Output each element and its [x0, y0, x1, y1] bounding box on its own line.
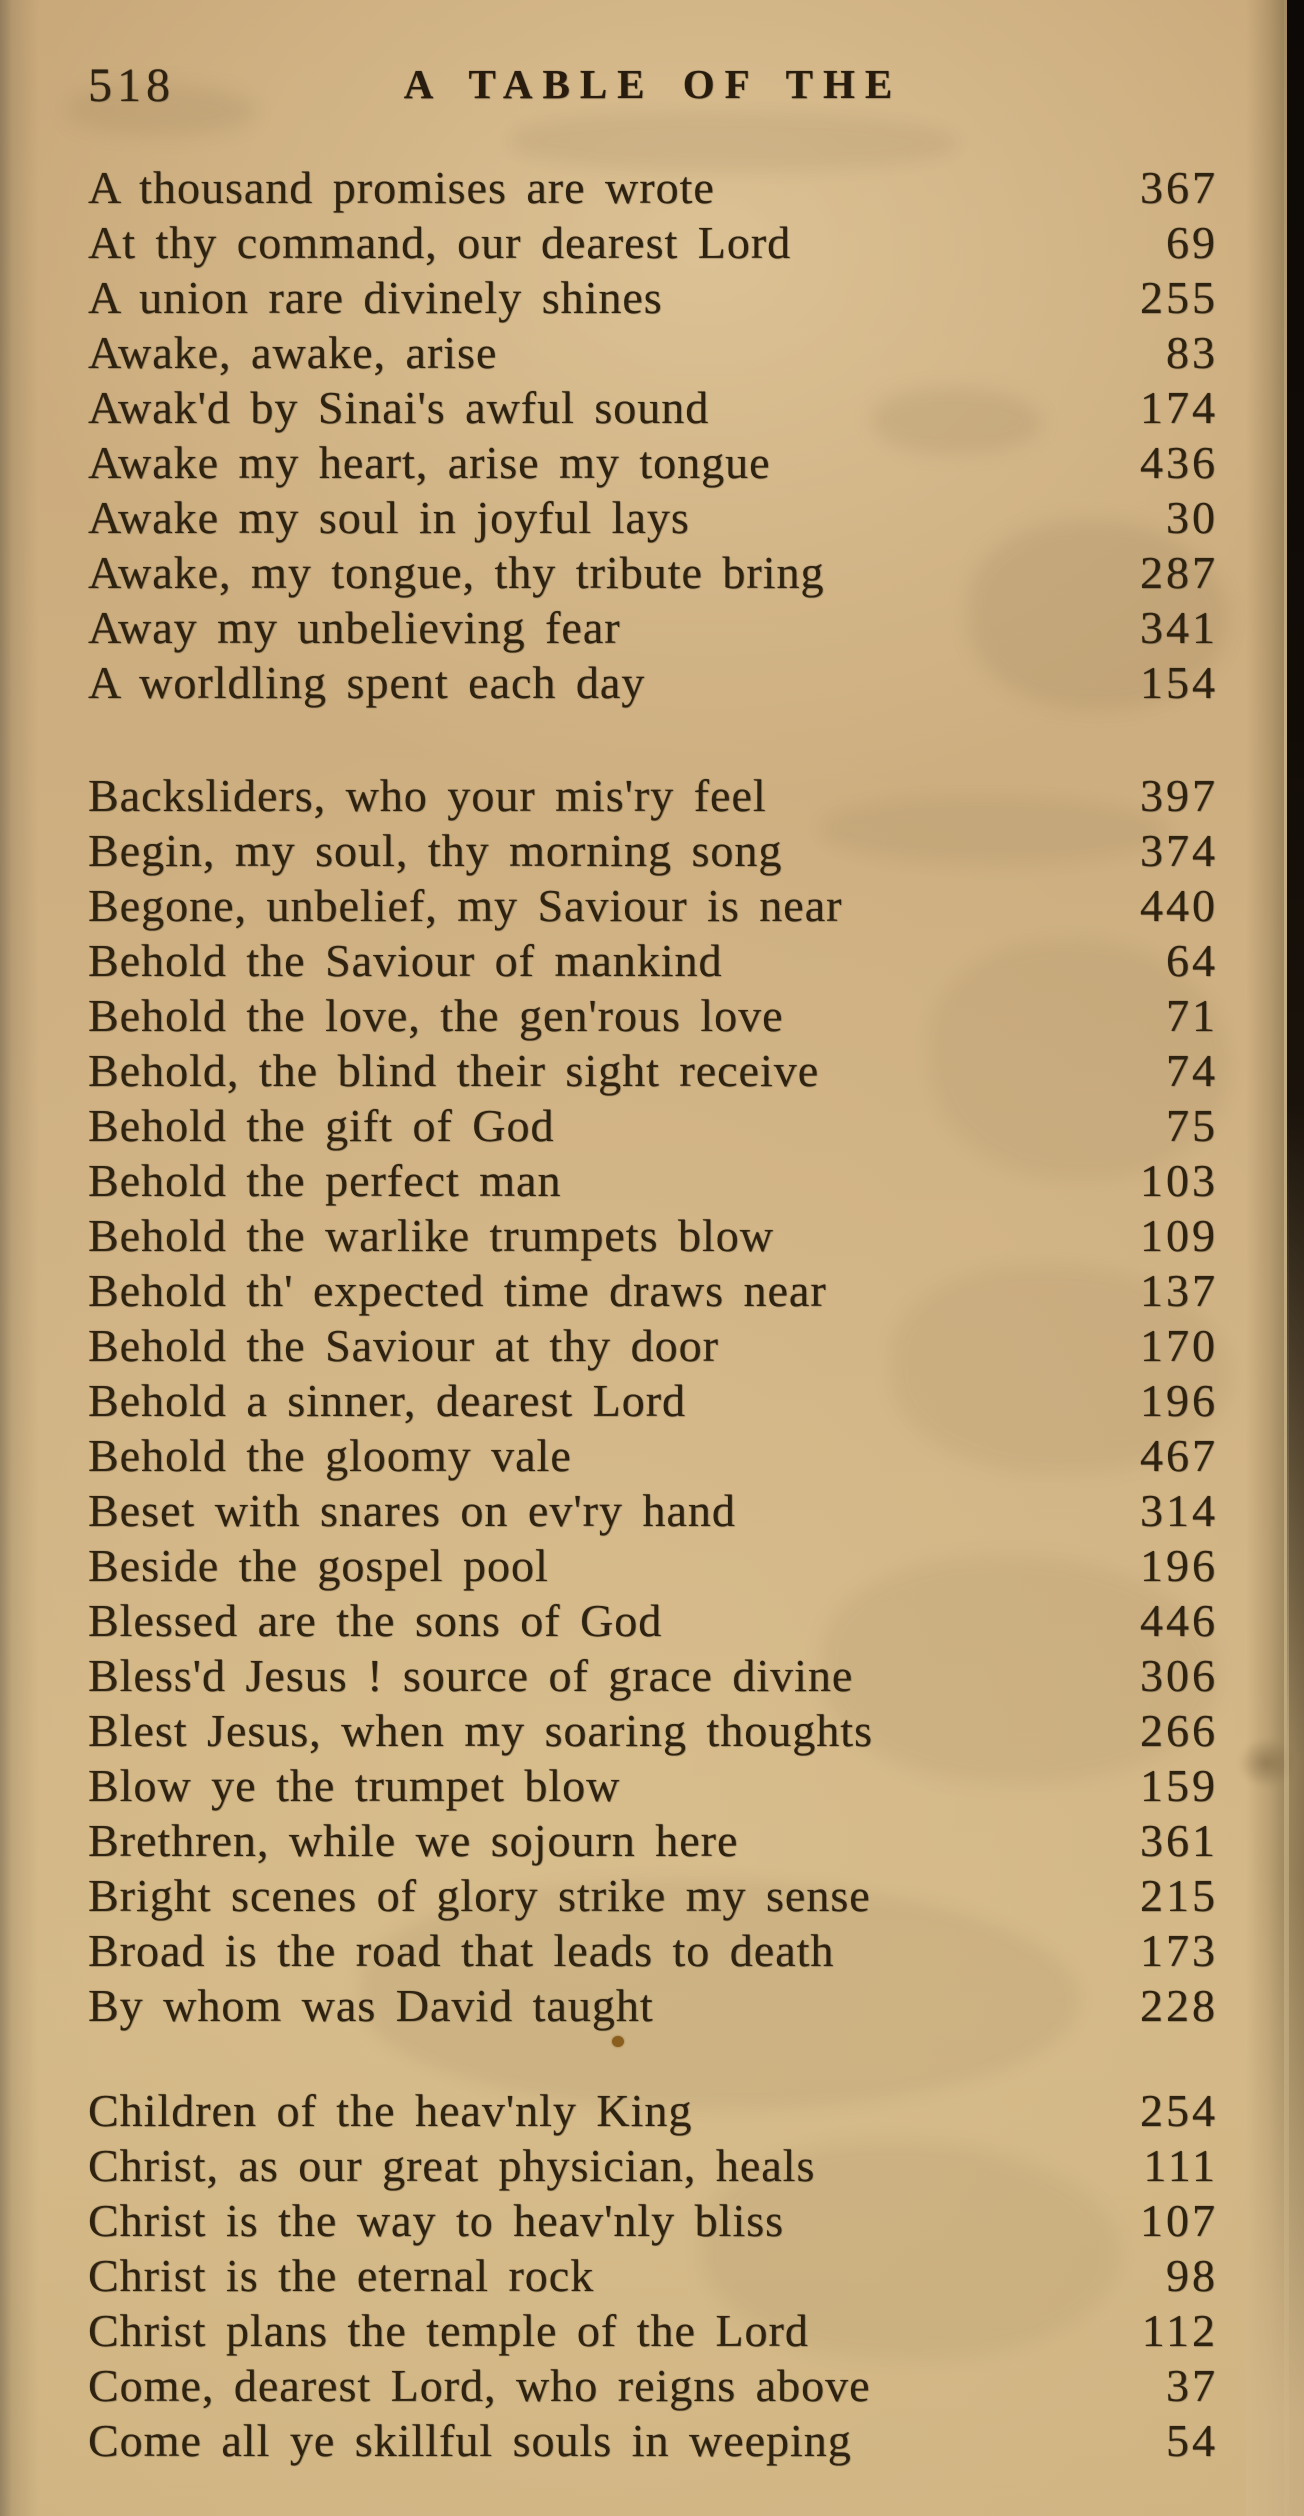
index-entry [88, 2083, 1218, 2138]
index-entry [88, 1208, 1218, 1263]
index-entry [88, 1428, 1218, 1483]
hymn-first-line: Come all ye skillful souls in weeping [88, 2415, 852, 2466]
hymn-first-line: Behold the perfect man [88, 1155, 562, 1206]
index-entry [88, 1043, 1218, 1098]
index-entry [88, 325, 1218, 380]
index-entry [88, 545, 1218, 600]
hymn-first-line: Behold the Saviour at thy door [88, 1320, 719, 1371]
index-entry [88, 1098, 1218, 1153]
hymn-page-number: 397 [1140, 770, 1218, 821]
index-entry [88, 270, 1218, 325]
hymn-page-number: 446 [1140, 1595, 1218, 1646]
index-entry [88, 1373, 1218, 1428]
hymn-page-number: 71 [1166, 990, 1218, 1041]
index-entry [88, 380, 1218, 435]
hymn-first-line: Awake my heart, arise my tongue [88, 437, 771, 488]
hymn-first-line: Children of the heav'nly King [88, 2085, 693, 2136]
hymn-page-number: 254 [1140, 2085, 1218, 2136]
hymn-first-line: Beside the gospel pool [88, 1540, 549, 1591]
hymn-first-line: Christ is the eternal rock [88, 2250, 595, 2301]
index-entry [88, 1703, 1218, 1758]
hymn-first-line: Beset with snares on ev'ry hand [88, 1485, 736, 1536]
hymn-page-number: 173 [1140, 1925, 1218, 1976]
index-entry [88, 1923, 1218, 1978]
index-entry [88, 1758, 1218, 1813]
index-entry [88, 2303, 1218, 2358]
index-entry [88, 1648, 1218, 1703]
hymn-first-line: Behold a sinner, dearest Lord [88, 1375, 687, 1426]
hymn-first-line: A union rare divinely shines [88, 272, 663, 323]
index-entry [88, 215, 1218, 270]
index-entry [88, 1153, 1218, 1208]
hymn-page-number: 361 [1140, 1815, 1218, 1866]
page-edge-fade [1246, 1876, 1304, 2516]
index-entry [88, 1318, 1218, 1373]
page-title: A TABLE OF THE [403, 61, 903, 107]
index-entry [88, 160, 1218, 215]
hymn-page-number: 109 [1140, 1210, 1218, 1261]
hymn-first-line: Behold the warlike trumpets blow [88, 1210, 774, 1261]
hymn-first-line: Bless'd Jesus ! source of grace divine [88, 1650, 854, 1701]
hymn-page-number: 154 [1140, 657, 1218, 708]
hymn-page-number: 37 [1166, 2360, 1218, 2411]
hymn-first-line: A thousand promises are wrote [88, 162, 715, 213]
hymn-page-number: 215 [1140, 1870, 1218, 1921]
hymn-page-number: 54 [1166, 2415, 1218, 2466]
index-section-A [88, 160, 1218, 710]
hymn-page-number: 170 [1140, 1320, 1218, 1371]
hymn-page-number: 287 [1140, 547, 1218, 598]
hymn-first-line: Awake my soul in joyful lays [88, 492, 690, 543]
index-entry [88, 1868, 1218, 1923]
index-entry [88, 1263, 1218, 1318]
hymn-page-number: 341 [1140, 602, 1218, 653]
hymn-page-number: 98 [1166, 2250, 1218, 2301]
index-entry [88, 2193, 1218, 2248]
index-entry [88, 1538, 1218, 1593]
hymn-page-number: 196 [1140, 1540, 1218, 1591]
hymn-first-line: Broad is the road that leads to death [88, 1925, 835, 1976]
hymn-page-number: 74 [1166, 1045, 1218, 1096]
index-entry [88, 2413, 1218, 2468]
hymn-page-number: 314 [1140, 1485, 1218, 1536]
hymn-first-line: Blessed are the sons of God [88, 1595, 663, 1646]
index-section-C [88, 2083, 1218, 2468]
hymn-first-line: By whom was David taught [88, 1980, 654, 2031]
hymn-first-line: Behold the Saviour of mankind [88, 935, 723, 986]
hymn-first-line: Behold the gloomy vale [88, 1430, 572, 1481]
left-edge-shadow [0, 0, 12, 2516]
hymn-page-number: 83 [1166, 327, 1218, 378]
index-entry [88, 933, 1218, 988]
hymn-first-line: Blest Jesus, when my soaring thoughts [88, 1705, 873, 1756]
index-entry [88, 2248, 1218, 2303]
running-header [88, 52, 1218, 114]
hymn-first-line: Awake, my tongue, thy tribute bring [88, 547, 825, 598]
hymn-page-number: 196 [1140, 1375, 1218, 1426]
hymn-page-number: 467 [1140, 1430, 1218, 1481]
hymn-page-number: 440 [1140, 880, 1218, 931]
hymn-page-number: 255 [1140, 272, 1218, 323]
hymn-page-number: 159 [1140, 1760, 1218, 1811]
index-entry [88, 878, 1218, 933]
hymn-page-number: 174 [1140, 382, 1218, 433]
page-number: 518 [88, 59, 175, 112]
hymn-page-number: 306 [1140, 1650, 1218, 1701]
hymn-first-line: Come, dearest Lord, who reigns above [88, 2360, 871, 2411]
hymn-page-number: 111 [1143, 2140, 1218, 2191]
hymn-page-number: 75 [1166, 1100, 1218, 1151]
hymn-page-number: 228 [1140, 1980, 1218, 2031]
index-entry [88, 823, 1218, 878]
hymn-page-number: 436 [1140, 437, 1218, 488]
hymn-page-number: 69 [1166, 217, 1218, 268]
hymn-page-number: 374 [1140, 825, 1218, 876]
hymn-first-line: At thy command, our dearest Lord [88, 217, 792, 268]
hymn-first-line: Begone, unbelief, my Saviour is near [88, 880, 843, 931]
hymn-first-line: Brethren, while we sojourn here [88, 1815, 739, 1866]
hymn-first-line: Backsliders, who your mis'ry feel [88, 770, 767, 821]
index-entry [88, 1978, 1218, 2033]
index-sections [88, 160, 1218, 2468]
hymn-first-line: Christ plans the temple of the Lord [88, 2305, 809, 2356]
index-entry [88, 600, 1218, 655]
binding-edge [1287, 0, 1304, 1780]
hymn-page-number: 112 [1141, 2305, 1218, 2356]
index-entry [88, 490, 1218, 545]
hymn-page-number: 137 [1140, 1265, 1218, 1316]
hymn-first-line: A worldling spent each day [88, 657, 646, 708]
hymn-page-number: 30 [1166, 492, 1218, 543]
index-entry [88, 988, 1218, 1043]
index-entry [88, 655, 1218, 710]
hymn-first-line: Away my unbelieving fear [88, 602, 621, 653]
hymn-first-line: Awak'd by Sinai's awful sound [88, 382, 710, 433]
hymn-first-line: Begin, my soul, thy morning song [88, 825, 783, 876]
hymn-first-line: Bright scenes of glory strike my sense [88, 1870, 871, 1921]
hymn-first-line: Behold the gift of God [88, 1100, 555, 1151]
index-entry [88, 1483, 1218, 1538]
hymn-page-number: 103 [1140, 1155, 1218, 1206]
hymn-page-number: 367 [1140, 162, 1218, 213]
index-entry [88, 435, 1218, 490]
index-entry [88, 2358, 1218, 2413]
hymn-first-line: Behold th' expected time draws near [88, 1265, 827, 1316]
index-entry [88, 1813, 1218, 1868]
index-entry [88, 2138, 1218, 2193]
index-entry [88, 768, 1218, 823]
hymn-page-number: 107 [1140, 2195, 1218, 2246]
hymn-first-line: Christ, as our great physician, heals [88, 2140, 816, 2191]
index-entry [88, 1593, 1218, 1648]
hymn-page-number: 266 [1140, 1705, 1218, 1756]
hymn-first-line: Behold the love, the gen'rous love [88, 990, 784, 1041]
hymn-first-line: Awake, awake, arise [88, 327, 498, 378]
hymn-first-line: Behold, the blind their sight receive [88, 1045, 820, 1096]
hymn-page-number: 64 [1166, 935, 1218, 986]
hymn-first-line: Blow ye the trumpet blow [88, 1760, 621, 1811]
hymn-first-line: Christ is the way to heav'nly bliss [88, 2195, 785, 2246]
page-content [88, 52, 1218, 2468]
index-section-B [88, 768, 1218, 2033]
